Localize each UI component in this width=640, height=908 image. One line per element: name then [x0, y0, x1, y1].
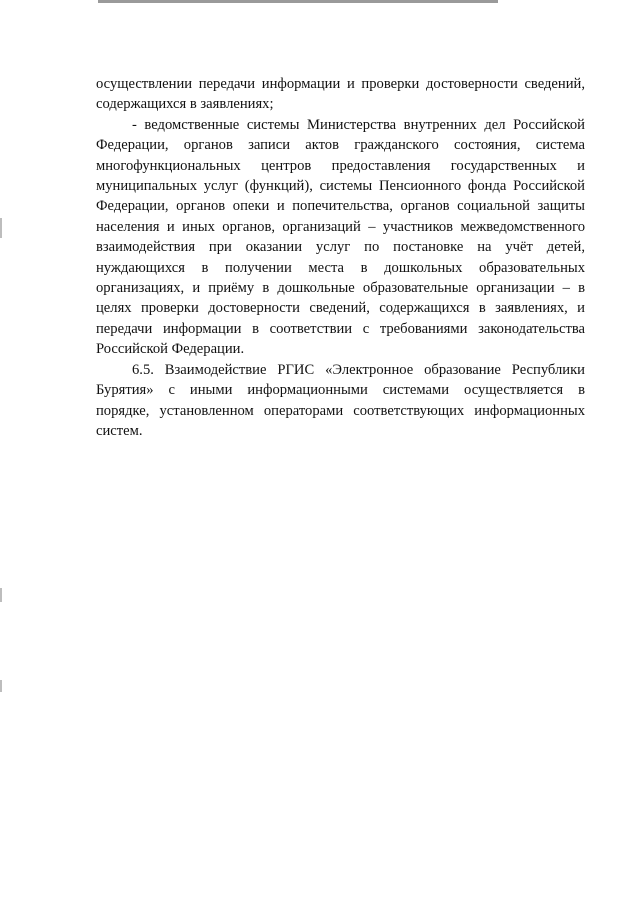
text-line: - ведомственные системы Министерства внутренних дел Российской: [132, 116, 585, 133]
text-line: порядке, установленном операторами соответствующих информационных: [96, 402, 585, 419]
text-line: взаимодействия при оказании услуг по постановке на учёт детей,: [96, 239, 585, 256]
scan-edge-mark: [0, 218, 2, 238]
text-line: нуждающихся в получении места в дошкольных образовательных: [96, 259, 585, 276]
document-body: [96, 74, 585, 441]
text-line: Бурятия» с иными информационными системами осуществляется в: [96, 382, 585, 399]
text-line: целях проверки достоверности сведений, содержащихся в заявлениях, и: [96, 300, 585, 317]
scan-edge-mark: [0, 588, 2, 602]
scan-top-edge: [98, 0, 498, 3]
text-line: 6.5. Взаимодействие РГИС «Электронное образование Республики: [132, 361, 585, 378]
text-line: Российской Федерации.: [96, 341, 245, 358]
text-line: населения и иных органов, организаций – участников межведомственного: [96, 218, 585, 235]
text-line: Федерации, органов записи актов гражданского состояния, система: [96, 137, 585, 154]
paragraph-continuation: [96, 74, 585, 115]
text-line: Федерации, органов опеки и попечительства, органов социальной защиты: [96, 198, 585, 215]
text-line: содержащихся в заявлениях;: [96, 96, 274, 113]
text-line: осуществлении передачи информации и проверки достоверности сведений,: [96, 76, 585, 92]
paragraph-section-6-5: [96, 360, 585, 442]
text-line: систем.: [96, 422, 143, 439]
scan-edge-mark: [0, 680, 2, 692]
text-line: передачи информации в соответствии с требованиями законодательства: [96, 320, 585, 337]
text-line: многофункциональных центров предоставления государственных и: [96, 157, 585, 174]
paragraph-departmental-systems: [96, 115, 585, 360]
text-line: муниципальных услуг (функций), системы Пенсионного фонда Российской: [96, 178, 585, 195]
text-line: организациях, и приёму в дошкольные образовательные организации – в: [96, 280, 585, 297]
